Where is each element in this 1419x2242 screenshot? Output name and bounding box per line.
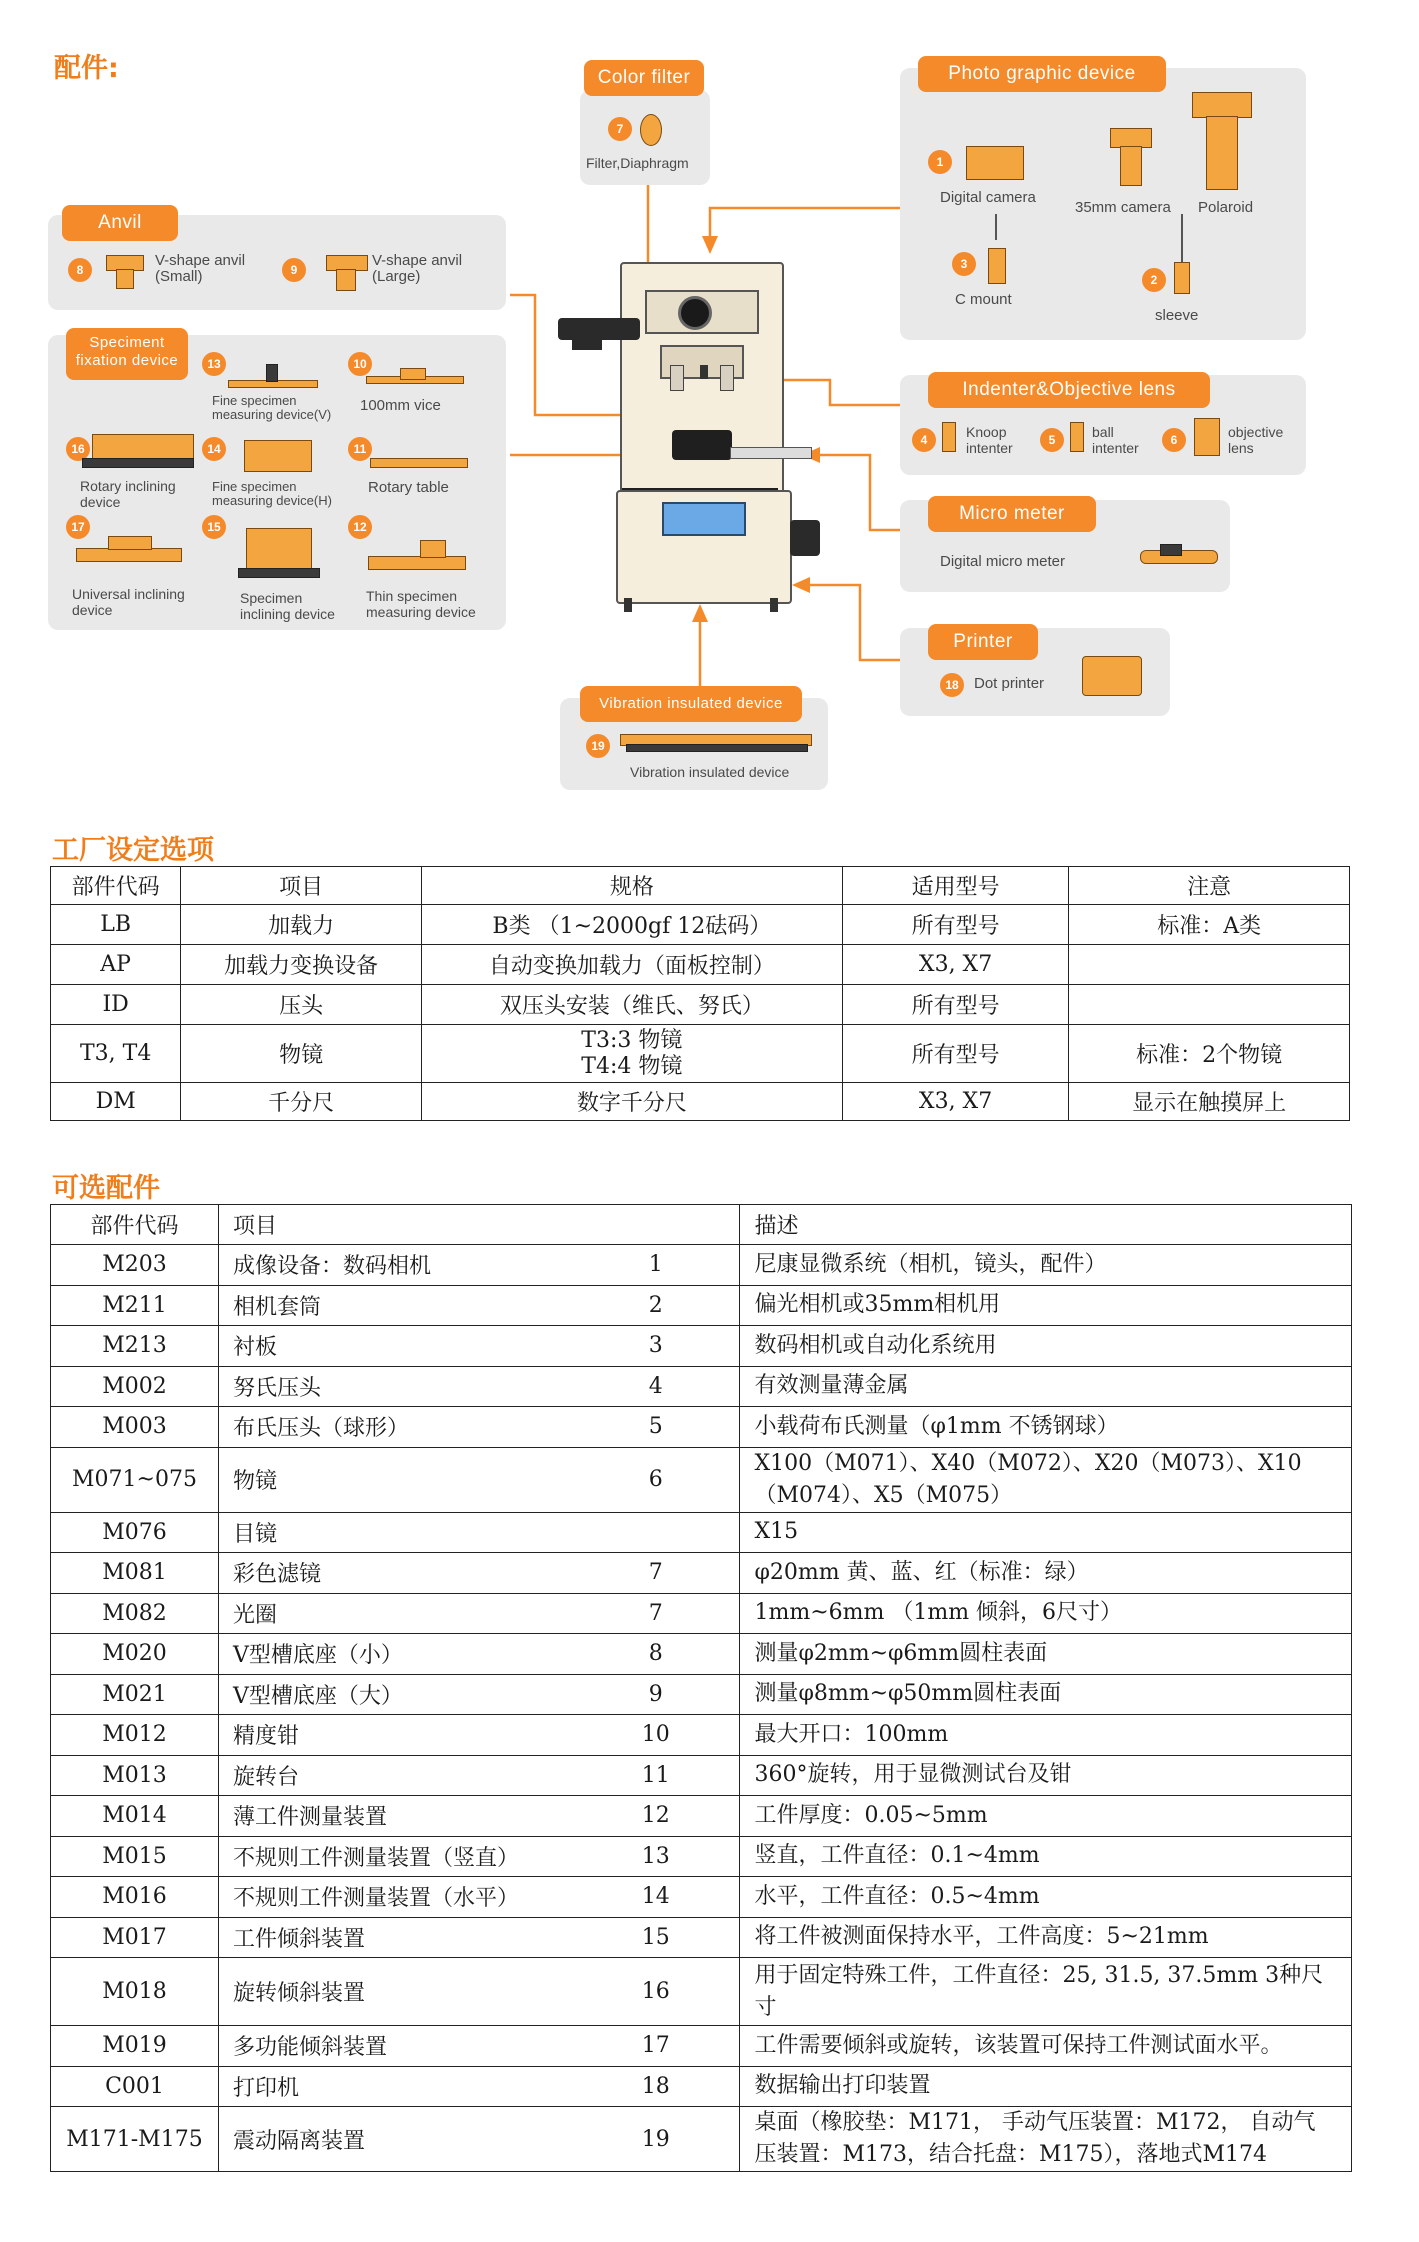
description-line: 360°旋转，用于显微测试台及钳 — [754, 1762, 1072, 1788]
caption-line: measuring device — [366, 604, 476, 620]
indenter-5-number: 5 — [1040, 428, 1064, 452]
code-cell: M081 — [51, 1553, 219, 1594]
specimen-13-caption — [212, 394, 331, 422]
item-cell: 物镜 — [218, 1447, 572, 1512]
description-line: 竖直，工件直径：0.1~4mm — [754, 1843, 1040, 1869]
tester-objective-b — [720, 365, 734, 391]
caption-line: Universal inclining — [72, 586, 185, 602]
item-cell: 布氏压头（球形） — [218, 1407, 572, 1448]
code-cell: M203 — [51, 1245, 219, 1286]
number-cell: 6 — [572, 1447, 740, 1512]
tester-lens-icon — [678, 296, 712, 330]
code-cell: M002 — [51, 1366, 219, 1407]
specimen-10-number: 10 — [348, 352, 372, 376]
indenter-4-number: 4 — [912, 428, 936, 452]
digital-camera-caption: Digital camera — [940, 189, 1036, 206]
caption-line: (Large) — [372, 268, 421, 285]
indenter-4-caption — [966, 424, 1013, 456]
item-cell: 不规则工件测量装置（竖直） — [218, 1836, 572, 1877]
anvil-8-caption — [155, 253, 245, 285]
model-cell: X3, X7 — [842, 945, 1069, 985]
vibration-tag: Vibration insulated device — [580, 686, 802, 722]
description-cell — [740, 1553, 1352, 1594]
number-cell: 14 — [572, 1877, 740, 1918]
description-line: 偏光相机或35mm相机用 — [754, 1292, 1001, 1318]
description-cell — [740, 2026, 1352, 2067]
sleeve-icon — [1174, 262, 1190, 294]
number-cell: 5 — [572, 1407, 740, 1448]
item-cell: 精度钳 — [218, 1715, 572, 1756]
specimen-16-number: 16 — [66, 437, 90, 461]
photo-tag: Photo graphic device — [918, 56, 1166, 92]
table-header-row — [51, 1205, 1352, 1245]
number-cell: 16 — [572, 1958, 740, 2026]
description-line: （M074）、X5（M075） — [754, 1482, 1013, 1508]
note-cell: 标准：2个物镜 — [1069, 1025, 1350, 1083]
fine-specimen-v-knob — [266, 364, 278, 382]
caption-line: V-shape anvil — [155, 252, 246, 269]
description-line: 尼康显微系统（相机，镜头，配件） — [754, 1251, 1107, 1277]
description-cell — [740, 1407, 1352, 1448]
spec-cell: 双压头安装（维氏、努氏） — [421, 985, 842, 1025]
35mm-camera-icon — [1110, 128, 1152, 148]
item-cell: 工件倾斜装置 — [218, 1917, 572, 1958]
caption-line: (Small) — [155, 268, 203, 285]
caption-line: ball — [1092, 424, 1114, 440]
table-row — [51, 2107, 1352, 2172]
specimen-14-caption — [212, 480, 332, 508]
printer-caption: Dot printer — [974, 675, 1045, 692]
35mm-camera-caption: 35mm camera — [1075, 199, 1171, 216]
35mm-camera-body — [1120, 146, 1142, 186]
digital-camera-icon — [966, 146, 1024, 180]
anvil-9-number: 9 — [282, 258, 306, 282]
table-row — [51, 1447, 1352, 1512]
thin-specimen-top — [420, 540, 446, 558]
number-cell — [572, 1512, 740, 1553]
color-filter-tag: Color filter — [584, 60, 704, 96]
code-cell: M213 — [51, 1326, 219, 1367]
item-cell: 加载力变换设备 — [181, 945, 422, 985]
note-cell — [1069, 945, 1350, 985]
c-mount-icon — [988, 248, 1006, 284]
table-row — [51, 905, 1350, 945]
description-cell — [740, 1634, 1352, 1675]
description-line: 数码相机或自动化系统用 — [754, 1332, 997, 1358]
page-title: 配件: — [54, 53, 119, 84]
item-cell: V型槽底座（小） — [218, 1634, 572, 1675]
header-cell: 描述 — [740, 1205, 1352, 1245]
number-cell: 1 — [572, 1245, 740, 1286]
caption-line: device — [72, 602, 113, 618]
specimen-11-caption: Rotary table — [368, 479, 449, 496]
item-cell: 多功能倾斜装置 — [218, 2026, 572, 2067]
description-cell — [740, 1593, 1352, 1634]
description-line: φ20mm 黄、蓝、红（标准：绿） — [754, 1559, 1089, 1585]
description-line: 有效测量薄金属 — [754, 1373, 909, 1399]
vibration-number: 19 — [586, 734, 610, 758]
table-row — [51, 1512, 1352, 1553]
item-cell: 薄工件测量装置 — [218, 1796, 572, 1837]
rotary-inclining-base — [82, 458, 194, 468]
specimen-inclining-base — [238, 568, 320, 578]
caption-line: Thin specimen — [366, 588, 458, 604]
header-cell: 适用型号 — [842, 867, 1069, 905]
code-cell: ID — [51, 985, 181, 1025]
number-cell: 8 — [572, 1634, 740, 1675]
description-cell — [740, 1958, 1352, 2026]
table-row — [51, 985, 1350, 1025]
anvil-tag: Anvil — [62, 205, 178, 241]
number-cell: 19 — [572, 2107, 740, 2172]
item-cell: 旋转倾斜装置 — [218, 1958, 572, 2026]
tester-handwheel — [790, 520, 820, 556]
number-cell: 17 — [572, 2026, 740, 2067]
number-cell: 2 — [572, 1285, 740, 1326]
description-line: 桌面（橡胶垫：M171， 手动气压装置：M172， 自动气 — [754, 2110, 1316, 2135]
specimen-11-number: 11 — [348, 437, 372, 461]
table-row — [51, 1715, 1352, 1756]
table-row — [51, 1836, 1352, 1877]
specimen-tag — [66, 328, 188, 380]
tag-line: Speciment — [89, 334, 165, 351]
header-cell: 规格 — [421, 867, 842, 905]
description-line: 将工件被测面保持水平，工件高度：5~21mm — [754, 1924, 1209, 1950]
photo-connector — [995, 214, 997, 240]
note-cell — [1069, 985, 1350, 1025]
number-cell: 18 — [572, 2066, 740, 2107]
knoop-indenter-icon — [942, 422, 956, 452]
number-cell: 3 — [572, 1326, 740, 1367]
description-cell — [740, 1917, 1352, 1958]
caption-line: inclining device — [240, 606, 335, 622]
caption-line: intenter — [966, 440, 1013, 456]
item-cell: 不规则工件测量装置（水平） — [218, 1877, 572, 1918]
objective-lens-icon — [1194, 418, 1220, 456]
code-cell: M171-M175 — [51, 2107, 219, 2172]
anvil-8-number: 8 — [68, 258, 92, 282]
table-row — [51, 1877, 1352, 1918]
optional-accessories-table — [50, 1204, 1352, 2172]
header-cell: 注意 — [1069, 867, 1350, 905]
caption-line: device — [80, 494, 121, 510]
table-row — [51, 1083, 1350, 1121]
color-filter-number: 7 — [608, 117, 632, 141]
spec-cell: 自动变换加载力（面板控制） — [421, 945, 842, 985]
code-cell: M019 — [51, 2026, 219, 2067]
specimen-12-number: 12 — [348, 515, 372, 539]
table-row — [51, 1553, 1352, 1594]
number-cell: 4 — [572, 1366, 740, 1407]
item-cell: 旋转台 — [218, 1755, 572, 1796]
universal-inclining-top — [108, 536, 152, 550]
code-cell: M013 — [51, 1755, 219, 1796]
item-cell: 光圈 — [218, 1593, 572, 1634]
color-filter-caption: Filter,Diaphragm — [586, 155, 689, 171]
ball-indenter-icon — [1070, 422, 1084, 452]
item-cell: 打印机 — [218, 2066, 572, 2107]
tester-indenter — [700, 365, 708, 379]
spec-cell: B类 （1~2000gf 12砝码） — [421, 905, 842, 945]
thin-specimen-icon — [368, 556, 466, 570]
description-cell — [740, 1715, 1352, 1756]
item-cell: 物镜 — [181, 1025, 422, 1083]
item-cell: 千分尺 — [181, 1083, 422, 1121]
photo-3-number: 3 — [952, 252, 976, 276]
number-cell: 11 — [572, 1755, 740, 1796]
header-cell: 项目 — [181, 867, 422, 905]
description-line: 最大开口：100mm — [754, 1721, 949, 1747]
description-line: 数据输出打印装置 — [754, 2073, 931, 2099]
tester-foot — [770, 598, 778, 612]
description-line: 用于固定特殊工件，工件直径：25, 31.5, 37.5mm 3种尺寸 — [754, 1962, 1324, 2020]
number-cell: 7 — [572, 1553, 740, 1594]
code-cell: M012 — [51, 1715, 219, 1756]
digital-micrometer-head — [1160, 544, 1182, 556]
code-cell: M211 — [51, 1285, 219, 1326]
vibration-table-base — [626, 744, 808, 752]
code-cell: LB — [51, 905, 181, 945]
caption-line: V-shape anvil — [372, 252, 463, 269]
specimen-16-caption — [80, 478, 176, 510]
number-cell: 10 — [572, 1715, 740, 1756]
model-cell: 所有型号 — [842, 905, 1069, 945]
table-header-row — [51, 867, 1350, 905]
code-cell: M071~075 — [51, 1447, 219, 1512]
item-cell: 目镜 — [218, 1512, 572, 1553]
description-line: 工件厚度：0.05~5mm — [754, 1802, 988, 1828]
table-row — [51, 1593, 1352, 1634]
table-row — [51, 2026, 1352, 2067]
specimen-17-caption — [72, 586, 185, 618]
tester-micrometer — [730, 447, 812, 459]
caption-line: measuring device(V) — [212, 407, 332, 422]
color-filter-icon — [640, 114, 662, 146]
code-cell: T3, T4 — [51, 1025, 181, 1083]
table-row — [51, 1407, 1352, 1448]
photo-2-number: 2 — [1142, 268, 1166, 292]
sleeve-caption: sleeve — [1155, 307, 1199, 324]
note-cell: 显示在触摸屏上 — [1069, 1083, 1350, 1121]
photo-connector — [1181, 214, 1183, 264]
description-line: 1mm~6mm （1mm 倾斜，6尺寸） — [754, 1600, 1123, 1626]
caption-line: Rotary inclining — [80, 478, 176, 494]
spec-cell — [421, 1025, 842, 1083]
v-anvil-large-stem — [336, 269, 356, 291]
caption-line: lens — [1228, 440, 1254, 456]
table-row — [51, 1326, 1352, 1367]
tester-stage — [672, 430, 732, 460]
description-cell — [740, 1796, 1352, 1837]
table-row — [51, 1796, 1352, 1837]
description-cell — [740, 1285, 1352, 1326]
factory-title: 工厂设定选项 — [52, 835, 214, 866]
header-cell: 部件代码 — [51, 867, 181, 905]
description-line: 压装置：M173，结合托盘：M175），落地式M174 — [754, 2142, 1268, 2167]
printer-tag: Printer — [928, 624, 1038, 660]
caption-line: intenter — [1092, 440, 1139, 456]
tester-foot — [624, 598, 632, 612]
code-cell: M003 — [51, 1407, 219, 1448]
model-cell: 所有型号 — [842, 1025, 1069, 1083]
number-cell: 12 — [572, 1796, 740, 1837]
specimen-15-number: 15 — [202, 515, 226, 539]
description-line: X15 — [754, 1519, 799, 1545]
spec-cell: 数字千分尺 — [421, 1083, 842, 1121]
description-line: 小载荷布氏测量（φ1mm 不锈钢球） — [754, 1413, 1119, 1439]
code-cell: M082 — [51, 1593, 219, 1634]
polaroid-body — [1206, 116, 1238, 190]
c-mount-caption: C mount — [955, 291, 1012, 308]
number-cell: 7 — [572, 1593, 740, 1634]
vibration-caption: Vibration insulated device — [630, 764, 790, 780]
anvil-9-caption — [372, 253, 462, 285]
item-cell: 压头 — [181, 985, 422, 1025]
indenter-tag: Indenter&Objective lens — [928, 372, 1210, 408]
table-row — [51, 1634, 1352, 1675]
description-cell — [740, 1755, 1352, 1796]
specimen-14-number: 14 — [202, 437, 226, 461]
code-cell: DM — [51, 1083, 181, 1121]
vice-jaw — [400, 368, 426, 380]
description-cell — [740, 1877, 1352, 1918]
item-cell: 加载力 — [181, 905, 422, 945]
code-cell: M021 — [51, 1674, 219, 1715]
tag-line: fixation device — [75, 352, 179, 369]
indenter-6-caption — [1228, 424, 1283, 456]
code-cell: M016 — [51, 1877, 219, 1918]
table-row — [51, 1755, 1352, 1796]
specimen-12-caption — [366, 588, 476, 620]
printer-number: 18 — [940, 673, 964, 697]
description-line: 工件需要倾斜或旋转，该装置可保持工件测试面水平。 — [754, 2032, 1283, 2058]
table-row — [51, 1674, 1352, 1715]
description-cell — [740, 1447, 1352, 1512]
caption-line: Specimen — [240, 590, 303, 606]
polaroid-icon — [1192, 92, 1252, 118]
indenter-6-number: 6 — [1162, 428, 1186, 452]
code-cell: M017 — [51, 1917, 219, 1958]
table-row — [51, 1366, 1352, 1407]
table-row — [51, 945, 1350, 985]
polaroid-caption: Polaroid — [1198, 199, 1254, 216]
table-row — [51, 1285, 1352, 1326]
description-cell — [740, 1366, 1352, 1407]
photo-1-number: 1 — [928, 150, 952, 174]
header-cell: 部件代码 — [51, 1205, 219, 1245]
specimen-13-number: 13 — [202, 352, 226, 376]
description-cell — [740, 2066, 1352, 2107]
table-row — [51, 2066, 1352, 2107]
number-cell: 13 — [572, 1836, 740, 1877]
header-cell: 项目 — [218, 1205, 740, 1245]
code-cell: M076 — [51, 1512, 219, 1553]
description-cell — [740, 1326, 1352, 1367]
v-anvil-small-stem — [116, 269, 134, 289]
code-cell: M020 — [51, 1634, 219, 1675]
caption-line: Knoop — [966, 424, 1007, 440]
indenter-5-caption — [1092, 424, 1139, 456]
description-cell — [740, 1674, 1352, 1715]
description-line: 测量φ2mm~φ6mm圆柱表面 — [754, 1640, 1048, 1666]
model-cell: X3, X7 — [842, 1083, 1069, 1121]
item-cell: 彩色滤镜 — [218, 1553, 572, 1594]
description-cell — [740, 2107, 1352, 2172]
code-cell: M018 — [51, 1958, 219, 2026]
specimen-15-caption — [240, 590, 335, 622]
caption-line: measuring device(H) — [212, 493, 332, 508]
table-row — [51, 1958, 1352, 2026]
description-line: 水平，工件直径：0.5~4mm — [754, 1883, 1040, 1909]
table-row — [51, 1245, 1352, 1286]
caption-line: Fine specimen — [212, 479, 297, 494]
specimen-17-number: 17 — [66, 515, 90, 539]
spec-line: T4:4 物镜 — [581, 1053, 683, 1079]
micro-meter-tag: Micro meter — [928, 496, 1096, 532]
description-cell — [740, 1245, 1352, 1286]
number-cell: 15 — [572, 1917, 740, 1958]
universal-inclining-icon — [76, 548, 182, 562]
item-cell: V型槽底座（大） — [218, 1674, 572, 1715]
number-cell: 9 — [572, 1674, 740, 1715]
code-cell: M015 — [51, 1836, 219, 1877]
fine-specimen-h-icon — [244, 440, 312, 472]
item-cell: 相机套筒 — [218, 1285, 572, 1326]
micro-meter-caption: Digital micro meter — [940, 553, 1066, 570]
factory-options-table — [50, 866, 1350, 1121]
table-row — [51, 1917, 1352, 1958]
description-line: 测量φ8mm~φ50mm圆柱表面 — [754, 1681, 1062, 1707]
spec-line: T3:3 物镜 — [581, 1027, 683, 1053]
caption-line: Fine specimen — [212, 393, 297, 408]
description-cell — [740, 1836, 1352, 1877]
model-cell: 所有型号 — [842, 985, 1069, 1025]
note-cell: 标准：A类 — [1069, 905, 1350, 945]
description-line: X100（M071）、X40（M072）、X20（M073）、X10 — [754, 1450, 1302, 1476]
rotary-table-icon — [370, 458, 468, 468]
item-cell: 成像设备：数码相机 — [218, 1245, 572, 1286]
table-row — [51, 1025, 1350, 1083]
dot-printer-icon — [1082, 656, 1142, 696]
tester-touch-screen — [662, 502, 746, 536]
optional-title: 可选配件 — [52, 1173, 160, 1204]
code-cell: C001 — [51, 2066, 219, 2107]
code-cell: AP — [51, 945, 181, 985]
specimen-10-caption: 100mm vice — [360, 397, 441, 414]
tester-objective-a — [670, 365, 684, 391]
item-cell: 震动隔离装置 — [218, 2107, 572, 2172]
caption-line: objective — [1228, 424, 1284, 440]
tester-eyepiece-mount — [572, 332, 602, 350]
code-cell: M014 — [51, 1796, 219, 1837]
item-cell: 努氏压头 — [218, 1366, 572, 1407]
item-cell: 衬板 — [218, 1326, 572, 1367]
description-cell — [740, 1512, 1352, 1553]
